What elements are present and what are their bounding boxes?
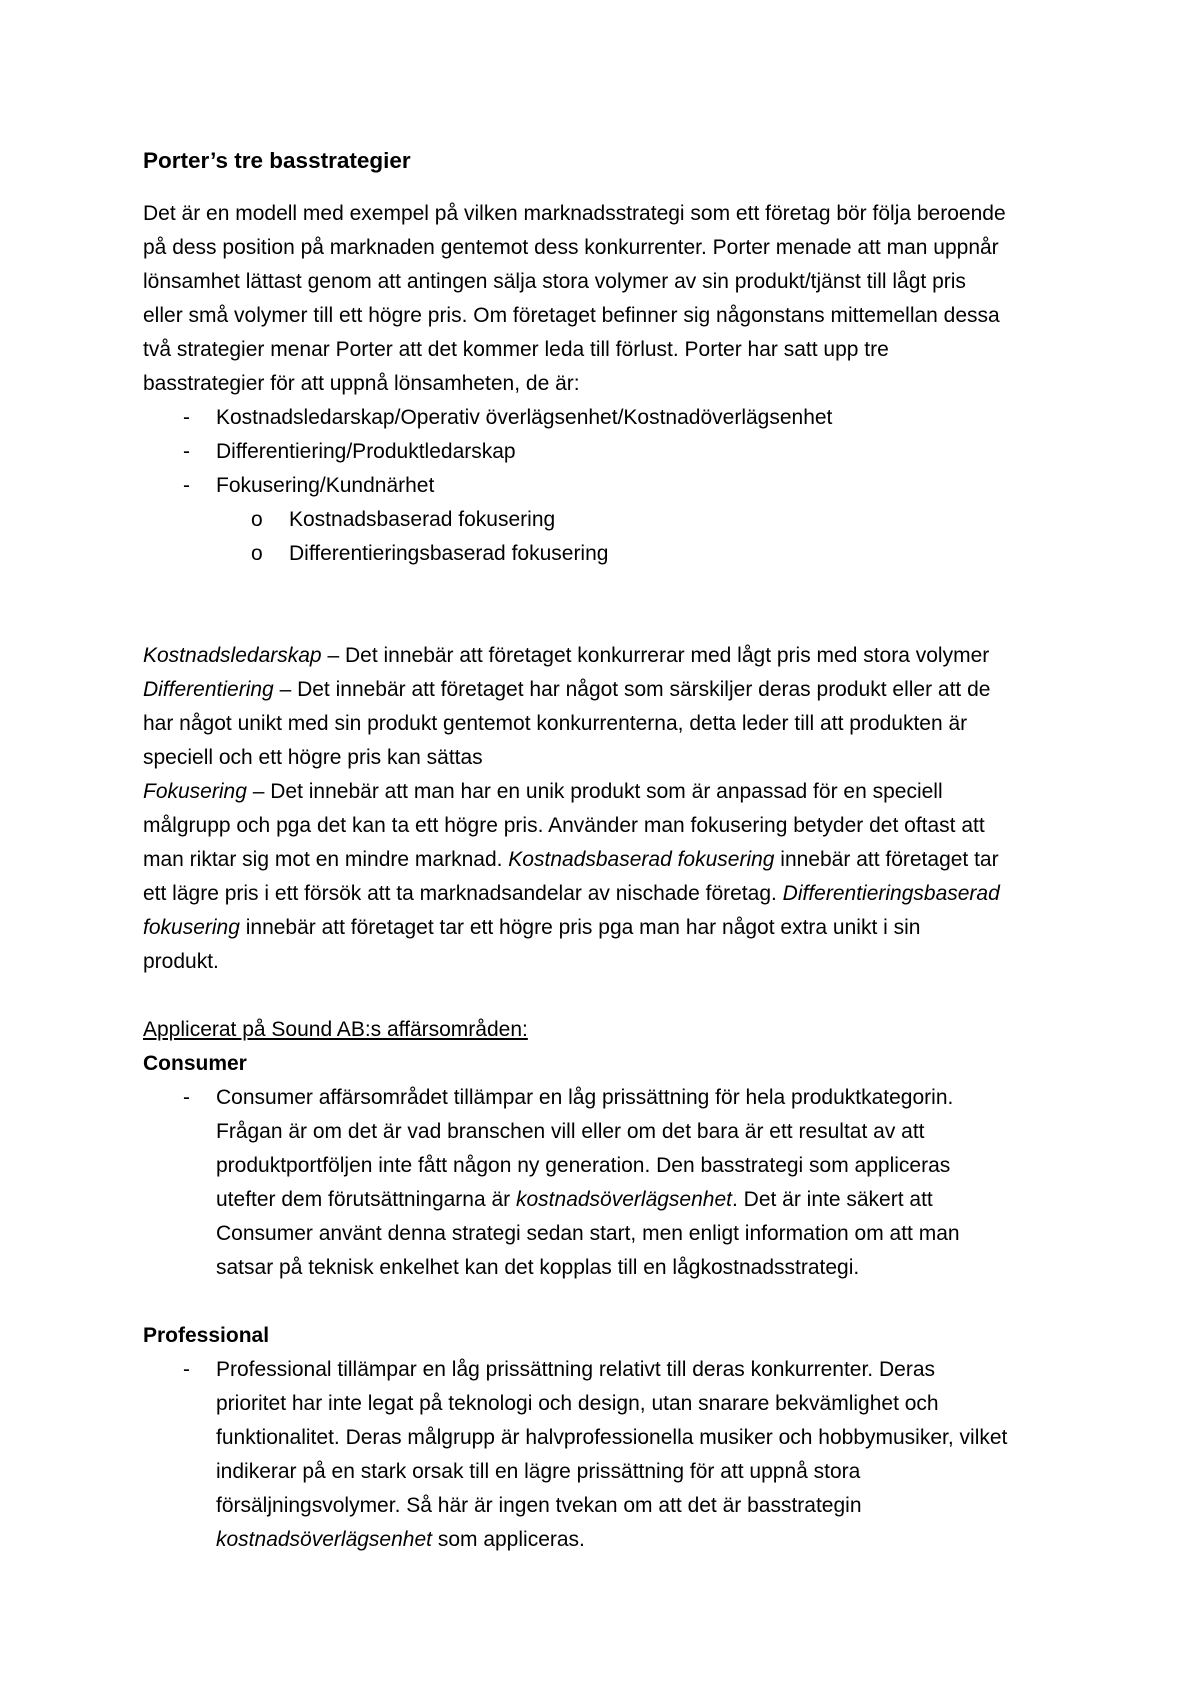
professional-heading: Professional bbox=[143, 1324, 270, 1347]
definition-term: Differentiering bbox=[143, 678, 274, 701]
list-item bbox=[143, 469, 1073, 503]
definition-line: har något unikt med sin produkt gentemot konkurrenterna, detta leder till att produkten är bbox=[143, 712, 968, 735]
intro-line: på dess position på marknaden gentemot dess konkurrenter. Porter menade att man uppnår bbox=[143, 236, 999, 259]
definition-kostnad: Kostnadsledarskap – Det innebär att företaget konkurrerar med lågt pris med stora volymer bbox=[143, 644, 990, 667]
definition-term: Fokusering bbox=[143, 780, 247, 803]
intro-line: eller små volymer till ett högre pris. Om företaget befinner sig någonstans mittemellan dessa bbox=[143, 304, 1000, 327]
definition-term: Kostnadsbaserad fokusering bbox=[508, 848, 775, 871]
list-item bbox=[143, 401, 1073, 435]
sub-list-item bbox=[143, 537, 1073, 571]
intro-line: lönsamhet lättast genom att antingen sälja stora volymer av sin produkt/tjänst till lågt pris bbox=[143, 270, 966, 293]
consumer-list-item bbox=[143, 1081, 1073, 1285]
list-item-text: Fokusering/Kundnärhet bbox=[216, 474, 435, 497]
professional-text: Professional tillämpar en låg prissättning relativt till deras konkurrenter. Deras prioritet har inte legat på teknologi och design, utan snarare bekvämlighet och funktionalitet. Deras målgrupp är halvprofessionella musiker och hobbymusiker, vilket indikerar på en stark orsak till en lägre prissättning för att uppnå stora försäljningsvolymer. Så här är ingen tvekan om att det är basstrategin kostnadsöverlägsenhet som appliceras. bbox=[216, 1358, 1008, 1551]
strategy-list bbox=[143, 401, 1073, 571]
list-item-text: Kostnadsbaserad fokusering bbox=[289, 508, 556, 531]
intro-line: Det är en modell med exempel på vilken marknadsstrategi som ett företag bör följa beroende bbox=[143, 202, 1006, 225]
definition-line: produkt. bbox=[143, 950, 219, 973]
bullet-dash: - bbox=[183, 406, 190, 429]
definition-line: ett lägre pris i ett försök att ta marknadsandelar av nischade företag. Differentieringsbaserad bbox=[143, 882, 1000, 905]
definitions-paragraph bbox=[143, 639, 1073, 979]
intro-paragraph bbox=[143, 197, 1073, 401]
definition-line: man riktar sig mot en mindre marknad. Kostnadsbaserad fokusering innebär att företaget tar bbox=[143, 848, 999, 871]
bullet-dash: - bbox=[183, 1358, 190, 1381]
sub-list-item bbox=[143, 503, 1073, 537]
strategy-term: kostnadsöverlägsenhet bbox=[216, 1528, 432, 1551]
definition-line: fokusering innebär att företaget tar ett högre pris pga man har något extra unikt i sin bbox=[143, 916, 921, 939]
definition-diff: Differentiering – Det innebär att företaget har något som särskiljer deras produkt eller att de bbox=[143, 678, 991, 701]
consumer-heading: Consumer bbox=[143, 1052, 247, 1075]
applied-heading: Applicerat på Sound AB:s affärsområden: bbox=[143, 1018, 528, 1041]
professional-list-item bbox=[143, 1353, 1073, 1557]
bullet-dash: - bbox=[183, 1086, 190, 1109]
document-title: Porter’s tre basstrategier bbox=[143, 148, 411, 173]
bullet-dash: - bbox=[183, 474, 190, 497]
definition-term: Kostnadsledarskap bbox=[143, 644, 322, 667]
definition-term: Differentieringsbaserad bbox=[782, 882, 1000, 905]
bullet-circle: o bbox=[251, 508, 263, 531]
consumer-text: Consumer affärsområdet tillämpar en låg prissättning för hela produktkategorin. Frågan är om det är vad branschen vill eller om det bara är ett resultat av att produktportföljen inte fått någon ny generation. Den basstrategi som appliceras utefter dem förutsättningarna är kostnadsöverlägsenhet. Det är inte säkert att Consumer använt denna strategi sedan start, men enligt information om att man satsar på teknisk enkelhet kan det kopplas till en lågkostnadsstrategi. bbox=[216, 1086, 960, 1279]
list-item-text: Kostnadsledarskap/Operativ överlägsenhet/Kostnadöverlägsenhet bbox=[216, 406, 833, 429]
definition-line: målgrupp och pga det kan ta ett högre pris. Använder man fokusering betyder det oftast att bbox=[143, 814, 985, 837]
list-item-text: Differentiering/Produktledarskap bbox=[216, 440, 516, 463]
list-item bbox=[143, 435, 1073, 469]
definition-term: fokusering bbox=[143, 916, 240, 939]
list-item-text: Differentieringsbaserad fokusering bbox=[289, 542, 609, 565]
strategy-term: kostnadsöverlägsenhet bbox=[516, 1188, 732, 1211]
intro-line: basstrategier för att uppnå lönsamheten, de är: bbox=[143, 372, 580, 395]
bullet-circle: o bbox=[251, 542, 263, 565]
definition-line: speciell och ett högre pris kan sättas bbox=[143, 746, 483, 769]
bullet-dash: - bbox=[183, 440, 190, 463]
intro-line: två strategier menar Porter att det kommer leda till förlust. Porter har satt upp tre bbox=[143, 338, 889, 361]
definition-fokus: Fokusering – Det innebär att man har en unik produkt som är anpassad för en speciell bbox=[143, 780, 943, 803]
